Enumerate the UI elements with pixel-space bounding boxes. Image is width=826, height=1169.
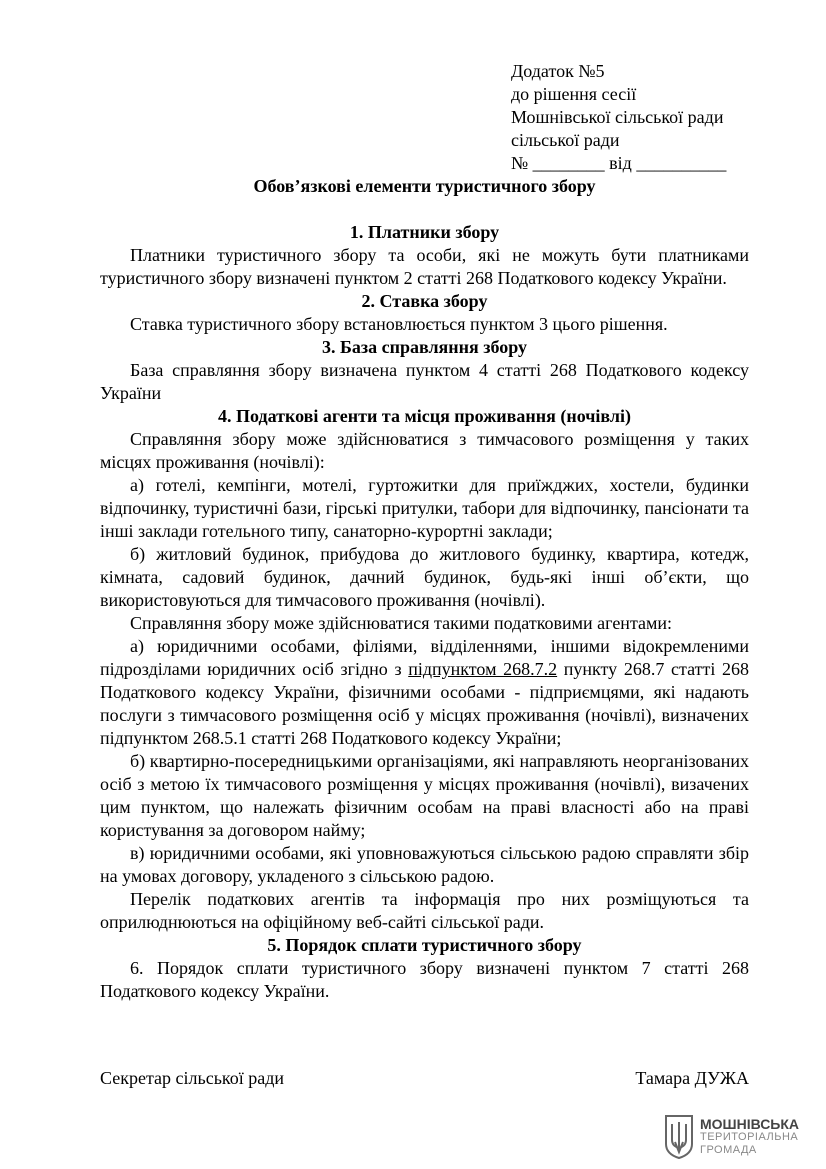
- appendix-number-date: № ________ від __________: [511, 153, 727, 173]
- appendix-council: Мошнівської сільської ради: [511, 107, 724, 127]
- appendix-block: [511, 60, 771, 175]
- section-4-paragraph-5: [100, 635, 749, 750]
- section-4-paragraph-1: Справляння збору може здійснюватися з тимчасового розміщення у таких місцях проживання (ночівлі):: [100, 429, 749, 472]
- signatory-name: Тамара ДУЖА: [635, 1068, 749, 1088]
- section-4-paragraph-6: б) квартирно-посередницькими організаціями, які направляють неорганізованих осіб з метою їх тимчасового розміщення у місцях проживання (ночівлі), визачених цим пунктом, що належать фізичним особам на праві власності або на праві користування за договором найму;: [100, 751, 749, 840]
- section-3-paragraph: База справляння збору визначена пунктом 4 статті 268 Податкового кодексу України: [100, 360, 749, 403]
- section-1-paragraph: Платники туристичного збору та особи, які не можуть бути платниками туристичного збору визначені пунктом 2 статті 268 Податкового кодексу України.: [100, 245, 749, 288]
- logo-title: МОШНІВСЬКА: [700, 1115, 800, 1132]
- trident-emblem-icon: [664, 1114, 694, 1160]
- section-1-heading: 1. Платники збору: [349, 222, 500, 242]
- section-5-paragraph: 6. Порядок сплати туристичного збору визначені пунктом 7 статті 268 Податкового кодексу України.: [100, 958, 749, 1001]
- appendix-decision: до рішення сесії: [511, 84, 637, 104]
- section-4-paragraph-4: Справляння збору може здійснюватися такими податковими агентами:: [130, 613, 673, 633]
- document-body: [100, 175, 749, 1003]
- appendix-council-2: сільської ради: [511, 130, 620, 150]
- section-2-paragraph: Ставка туристичного збору встановлюється пунктом 3 цього рішення.: [130, 314, 668, 334]
- paragraph-text: а) юридичними особами, філіями, відділеннями, іншими відокремленими підрозділами юридичних осіб згідно з: [100, 636, 749, 679]
- section-4-paragraph-3: б) житловий будинок, прибудова до житлового будинку, квартира, котедж, кімната, садовий будинок, дачний будинок, будь-які інші об’єкти, що використовуються для тимчасового проживання (ночівлі).: [100, 544, 749, 610]
- section-4-heading: 4. Податкові агенти та місця проживання (ночівлі): [218, 406, 631, 426]
- logo-subtitle-2: ГРОМАДА: [700, 1143, 757, 1156]
- document-title: Обов’язкові елементи туристичного збору: [253, 176, 596, 196]
- section-2-heading: 2. Ставка збору: [361, 291, 488, 311]
- signatory-position: Секретар сільської ради: [100, 1068, 285, 1088]
- section-4-paragraph-7: в) юридичними особами, які уповноважуються сільською радою справляти збір на умовах договору, укладеного з сільською радою.: [100, 843, 749, 886]
- section-4-paragraph-8: Перелік податкових агентів та інформація про них розміщуються та оприлюднюються на офіційному веб-сайті сільської ради.: [100, 889, 749, 932]
- community-logo: [664, 1112, 814, 1162]
- signature-line: [100, 1067, 749, 1090]
- logo-subtitle-1: ТЕРИТОРІАЛЬНА: [700, 1130, 799, 1143]
- section-3-heading: 3. База справляння збору: [321, 337, 528, 357]
- subparagraph-link[interactable]: підпунктом 268.7.2: [408, 659, 558, 679]
- paragraph-text: пункту 268.7 статті 268 Податкового кодексу України, фізичними особами - підприємцями, які надають послуги з тимчасового розміщення осіб у місцях проживання (ночівлі), визначених підпунктом 268.5.1 статті 268 Податкового кодексу України;: [100, 659, 749, 748]
- appendix-number: Додаток №5: [511, 61, 605, 81]
- section-4-paragraph-2: а) готелі, кемпінги, мотелі, гуртожитки для приїжджих, хостели, будинки відпочинку, туристичні бази, гірські притулки, табори для відпочинку, пансіонати та інші заклади готельного типу, санаторно-курортні заклади;: [100, 475, 749, 541]
- logo-text: [700, 1115, 800, 1157]
- section-5-heading: 5. Порядок сплати туристичного збору: [267, 935, 582, 955]
